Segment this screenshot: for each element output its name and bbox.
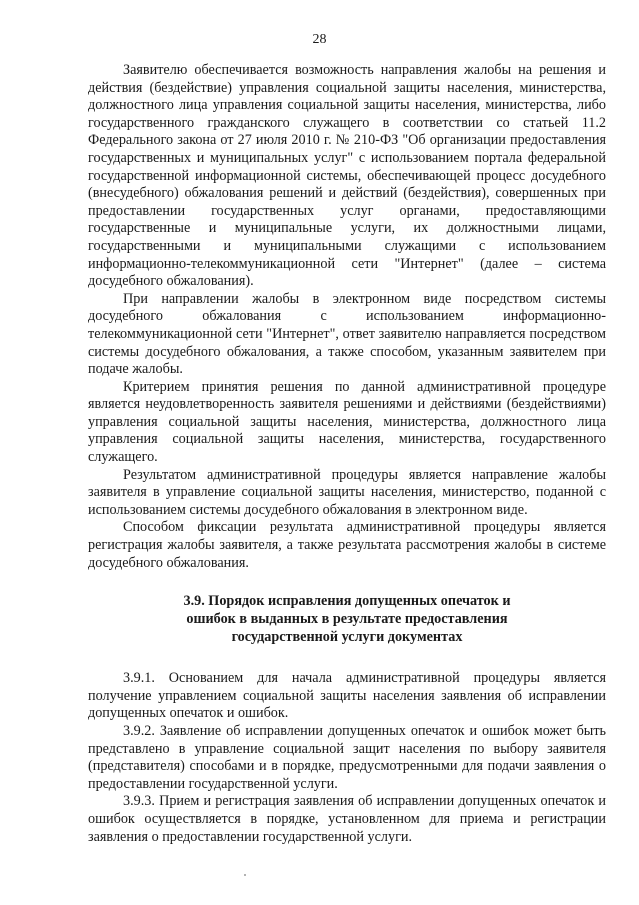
page-number: 28 [312,32,327,47]
paragraph-result-recording: Способом фиксации результата административной процедуры является регистрация жалобы заявителя, а также результата рассмотрения жалобы в системе досудебного обжалования. [88,519,606,571]
paragraph-3-9-1: 3.9.1. Основанием для начала административной процедуры является получение управлением социальной защиты населения заявления об исправлении допущенных опечаток и ошибок. [88,670,606,722]
paragraph-complaint-right: Заявителю обеспечивается возможность направления жалобы на решения и действия (бездействие) управления социальной защиты населения, министерства, должностного лица управления социальной защиты населения, министерства, либо государственного гражданского служащего в соответствии со статьей 11.2 Федерального закона от 27 июля 2010 г. № 210-ФЗ "Об организации предоставления государственных и муниципальных услуг" с использованием портала федеральной государственной информационной системы, обеспечивающей процесс досудебного (внесудебного) обжалования решений и действий (бездействия), совершенных при предоставлении государственных услуг органами, предоставляющими государственные и муниципальные услуги, их должностными лицами, государственными и муниципальными служащими с использованием информационно-телекоммуникационной сети "Интернет" (далее – система досудебного обжалования). [88,62,606,290]
section-heading-line: ошибок в выданных в результате предоставления [186,611,508,628]
paragraph-procedure-result: Результатом административной процедуры является направление жалобы заявителя в управление социальной защиты населения, министерство, поданной с использованием системы досудебного обжалования в электронном виде. [88,466,606,518]
section-heading-line: государственной услуги документах [231,629,463,646]
document-body [88,62,606,846]
paragraph-3-9-3: 3.9.3. Прием и регистрация заявления об исправлении допущенных опечаток и ошибок осуществляется в порядке, установленном для приема и регистрации заявления о предоставлении государственной услуги. [88,793,606,845]
section-heading-line: 3.9. Порядок исправления допущенных опечаток и [183,593,511,610]
paragraph-decision-criterion: Критерием принятия решения по данной административной процедуре является неудовлетворенность заявителя решениями и действиями (бездействиями) управления социальной защиты населения, министерства, должностного лица управления социальной защиты населения, министерства, государственного служащего. [88,378,606,466]
section-heading-3-9 [88,592,606,646]
paragraph-3-9-2: 3.9.2. Заявление об исправлении допущенных опечаток и ошибок может быть представлено в управление социальной защит населения по выбору заявителя (представителя) способами и в порядке, предусмотренными для подачи заявления о предоставлении государственной услуги. [88,723,606,792]
paragraph-electronic-complaint: При направлении жалобы в электронном виде посредством системы досудебного обжалования с использованием информационно-телекоммуникационной сети "Интернет", ответ заявителю направляется посредством системы досудебного обжалования, а также способом, указанным заявителем при подаче жалобы. [88,290,606,378]
scan-speck-mark [244,874,246,876]
